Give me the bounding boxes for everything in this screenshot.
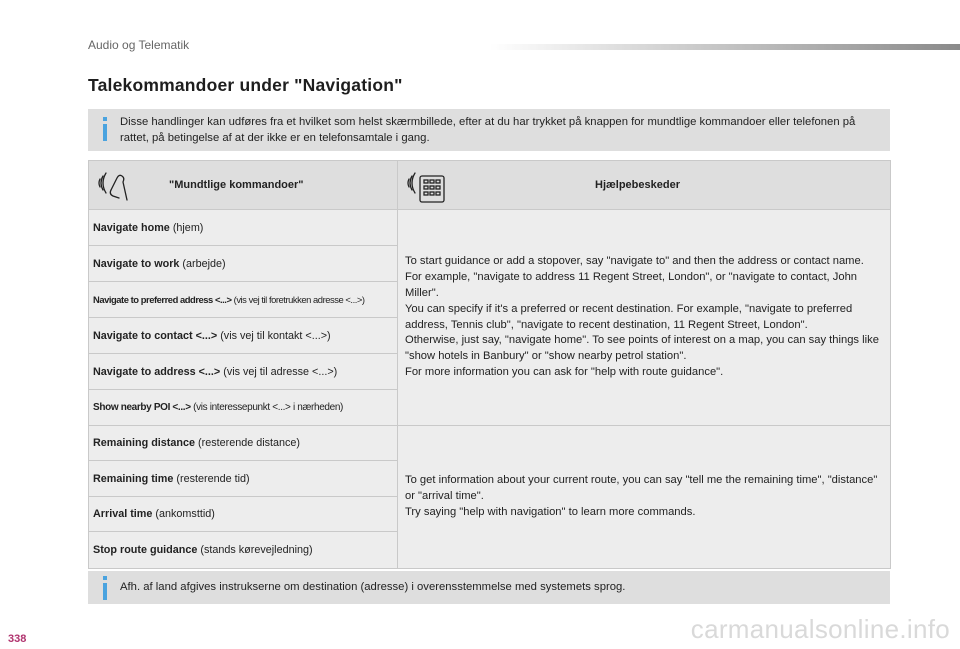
command-hint: (resterende distance) xyxy=(198,437,301,449)
command-name: Navigate to work xyxy=(93,257,180,270)
table-row-command xyxy=(89,318,398,354)
help-guidance-line: For example, "navigate to address 11 Regent Street, London", or "navigate to contact, John Miller". xyxy=(405,271,858,299)
command-name: Navigate to address <...> xyxy=(93,365,221,378)
command-name: Arrival time xyxy=(93,508,153,520)
command-hint: (arbejde) xyxy=(182,257,226,270)
voice-command-icon xyxy=(97,170,131,202)
table-row-command xyxy=(89,461,398,497)
command-hint: (vis vej til kontakt <...>) xyxy=(220,329,331,342)
info-text-top: Disse handlinger kan udføres fra et hvilket som helst skærmbillede, efter at du har trykket på knappen for mundtlige kommandoer eller telefonen på rattet, på betingelse af at der ikke er en telefonsamtale i gang. xyxy=(120,116,856,144)
help-guidance-line: For more information you can ask for "help with route guidance". xyxy=(405,365,724,378)
info-box-bottom xyxy=(88,571,890,604)
table-header-commands xyxy=(89,161,398,210)
page-title: Talekommandoer under "Navigation" xyxy=(88,75,403,95)
command-name: Remaining distance xyxy=(93,437,195,449)
command-name: Navigate home xyxy=(93,221,170,234)
help-guidance-line: You can specify if it's a preferred or recent destination. For example, "navigate to preferred address, Tennis club", "navigate to recent destination, 11 Regent Street, London". xyxy=(405,302,853,331)
header-commands-label: "Mundtlige kommandoer" xyxy=(169,179,304,191)
command-hint: (hjem) xyxy=(172,221,204,234)
table-row-command xyxy=(89,210,398,246)
section-label: Audio og Telematik xyxy=(88,38,190,52)
table-row-command xyxy=(89,246,398,282)
help-guidance-line: To start guidance or add a stopover, say "navigate to" and then the address or contact name. xyxy=(405,255,864,268)
table-row-command xyxy=(89,426,398,461)
command-hint: (resterende tid) xyxy=(176,472,250,485)
command-name: Navigate to preferred address <...> xyxy=(93,294,232,305)
help-guidance-cell xyxy=(398,210,891,426)
help-route-cell xyxy=(398,426,891,569)
command-name: Show nearby POI <...> xyxy=(93,402,191,413)
table-header-help xyxy=(398,161,891,210)
help-guidance-line: Otherwise, just say, "navigate home". To see points of interest on a map, you can say things like "show hotels in Banbury" or "show nearby petrol station". xyxy=(405,334,879,363)
command-name: Navigate to contact <...> xyxy=(93,329,218,342)
command-hint: (vis vej til adresse <...>) xyxy=(223,365,338,378)
table-row-command xyxy=(89,497,398,532)
command-name: Remaining time xyxy=(93,472,174,485)
command-hint: (ankomsttid) xyxy=(155,508,215,520)
help-route-line: Try saying "help with navigation" to learn more commands. xyxy=(405,505,696,518)
command-hint: (vis interessepunkt <...> i nærheden) xyxy=(193,402,344,413)
help-route-line: To get information about your current route, you can say "tell me the remaining time", "distance" or "arrival time". xyxy=(405,474,878,503)
header-bar xyxy=(490,44,960,50)
info-icon xyxy=(98,576,112,600)
phone-voice-icon xyxy=(406,170,450,204)
page-number: 338 xyxy=(8,633,27,645)
info-icon xyxy=(98,117,112,141)
command-hint: (vis vej til foretrukken adresse <...>) xyxy=(233,294,365,305)
watermark: carmanualsonline.info xyxy=(690,614,950,644)
table-row-command xyxy=(89,532,398,569)
table-row-command xyxy=(89,282,398,318)
header-help-label: Hjælpebeskeder xyxy=(595,179,680,191)
table-row-command xyxy=(89,390,398,426)
info-text-bottom: Afh. af land afgives instrukserne om destination (adresse) i overensstemmelse med systemets sprog. xyxy=(120,581,626,593)
command-name: Stop route guidance xyxy=(93,544,198,556)
command-hint: (stands kørevejledning) xyxy=(200,544,313,556)
info-box-top xyxy=(88,109,890,151)
table-row-command xyxy=(89,354,398,390)
voice-command-table xyxy=(88,160,891,569)
